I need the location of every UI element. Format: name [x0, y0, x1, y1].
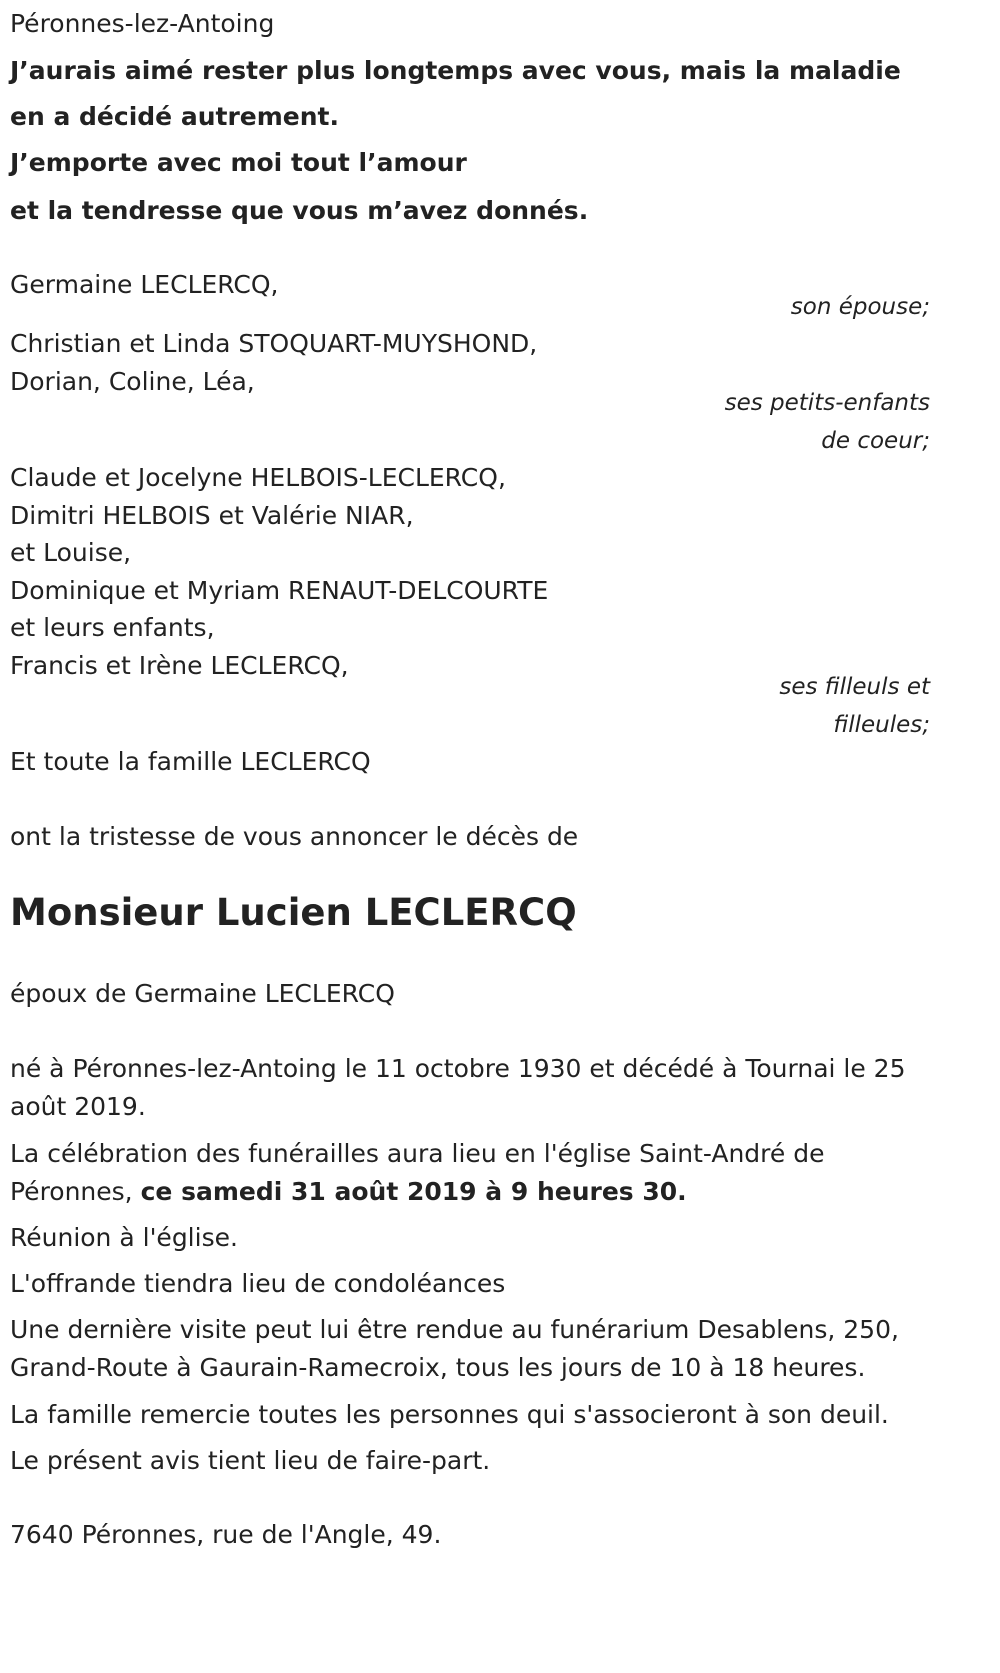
godchildren-line: Dominique et Myriam RENAUT-DELCOURTE — [10, 576, 549, 605]
birth-death-line: né à Péronnes-lez-Antoing le 11 octobre 1930 et décédé à Tournai le 25 — [10, 1054, 906, 1083]
birth-death-line: août 2019. — [10, 1092, 146, 1121]
quote-line: J’aurais aimé rester plus longtemps avec vous, mais la maladie — [10, 56, 901, 85]
quote-line: et la tendresse que vous m’avez donnés. — [10, 196, 589, 225]
godchildren-line: Dimitri HELBOIS et Valérie NIAR, — [10, 501, 414, 530]
address: 7640 Péronnes, rue de l'Angle, 49. — [10, 1520, 442, 1549]
godchildren-role: ses filleuls et — [779, 674, 930, 700]
grandchildren-line: Christian et Linda STOQUART-MUYSHOND, — [10, 329, 538, 358]
grandchildren-role: de coeur; — [821, 428, 930, 454]
quote-line: en a décidé autrement. — [10, 102, 339, 131]
godchildren-line: Francis et Irène LECLERCQ, — [10, 651, 349, 680]
deceased-name: Monsieur Lucien LECLERCQ — [10, 891, 577, 934]
godchildren-line: Claude et Jocelyne HELBOIS-LECLERCQ, — [10, 463, 506, 492]
notice-statement: Le présent avis tient lieu de faire-part. — [10, 1446, 491, 1475]
meeting: Réunion à l'église. — [10, 1223, 238, 1252]
visit-line: Grand-Route à Gaurain-Ramecroix, tous les jours de 10 à 18 heures. — [10, 1353, 866, 1382]
thanks: La famille remercie toutes les personnes qui s'associeront à son deuil. — [10, 1400, 889, 1429]
grandchildren-role: ses petits-enfants — [724, 390, 930, 416]
offering: L'offrande tiendra lieu de condoléances — [10, 1269, 506, 1298]
spouse-role: son épouse; — [790, 294, 930, 320]
visit-line: Une dernière visite peut lui être rendue au funérarium Desablens, 250, — [10, 1315, 899, 1344]
funeral-line — [10, 1173, 687, 1211]
funeral-line: La célébration des funérailles aura lieu en l'église Saint-André de — [10, 1139, 825, 1168]
funeral-date: ce samedi 31 août 2019 à 9 heures 30. — [140, 1177, 687, 1206]
godchildren-line: et Louise, — [10, 538, 132, 567]
spouse-of: époux de Germaine LECLERCQ — [10, 979, 395, 1008]
godchildren-line: et leurs enfants, — [10, 613, 215, 642]
whole-family: Et toute la famille LECLERCQ — [10, 747, 371, 776]
grandchildren-line: Dorian, Coline, Léa, — [10, 367, 255, 396]
location: Péronnes-lez-Antoing — [10, 9, 275, 38]
announcement: ont la tristesse de vous annoncer le décès de — [10, 822, 579, 851]
spouse-name: Germaine LECLERCQ, — [10, 270, 279, 299]
funeral-place: Péronnes, — [10, 1177, 141, 1206]
godchildren-role: filleules; — [833, 712, 930, 738]
quote-line: J’emporte avec moi tout l’amour — [10, 148, 467, 177]
